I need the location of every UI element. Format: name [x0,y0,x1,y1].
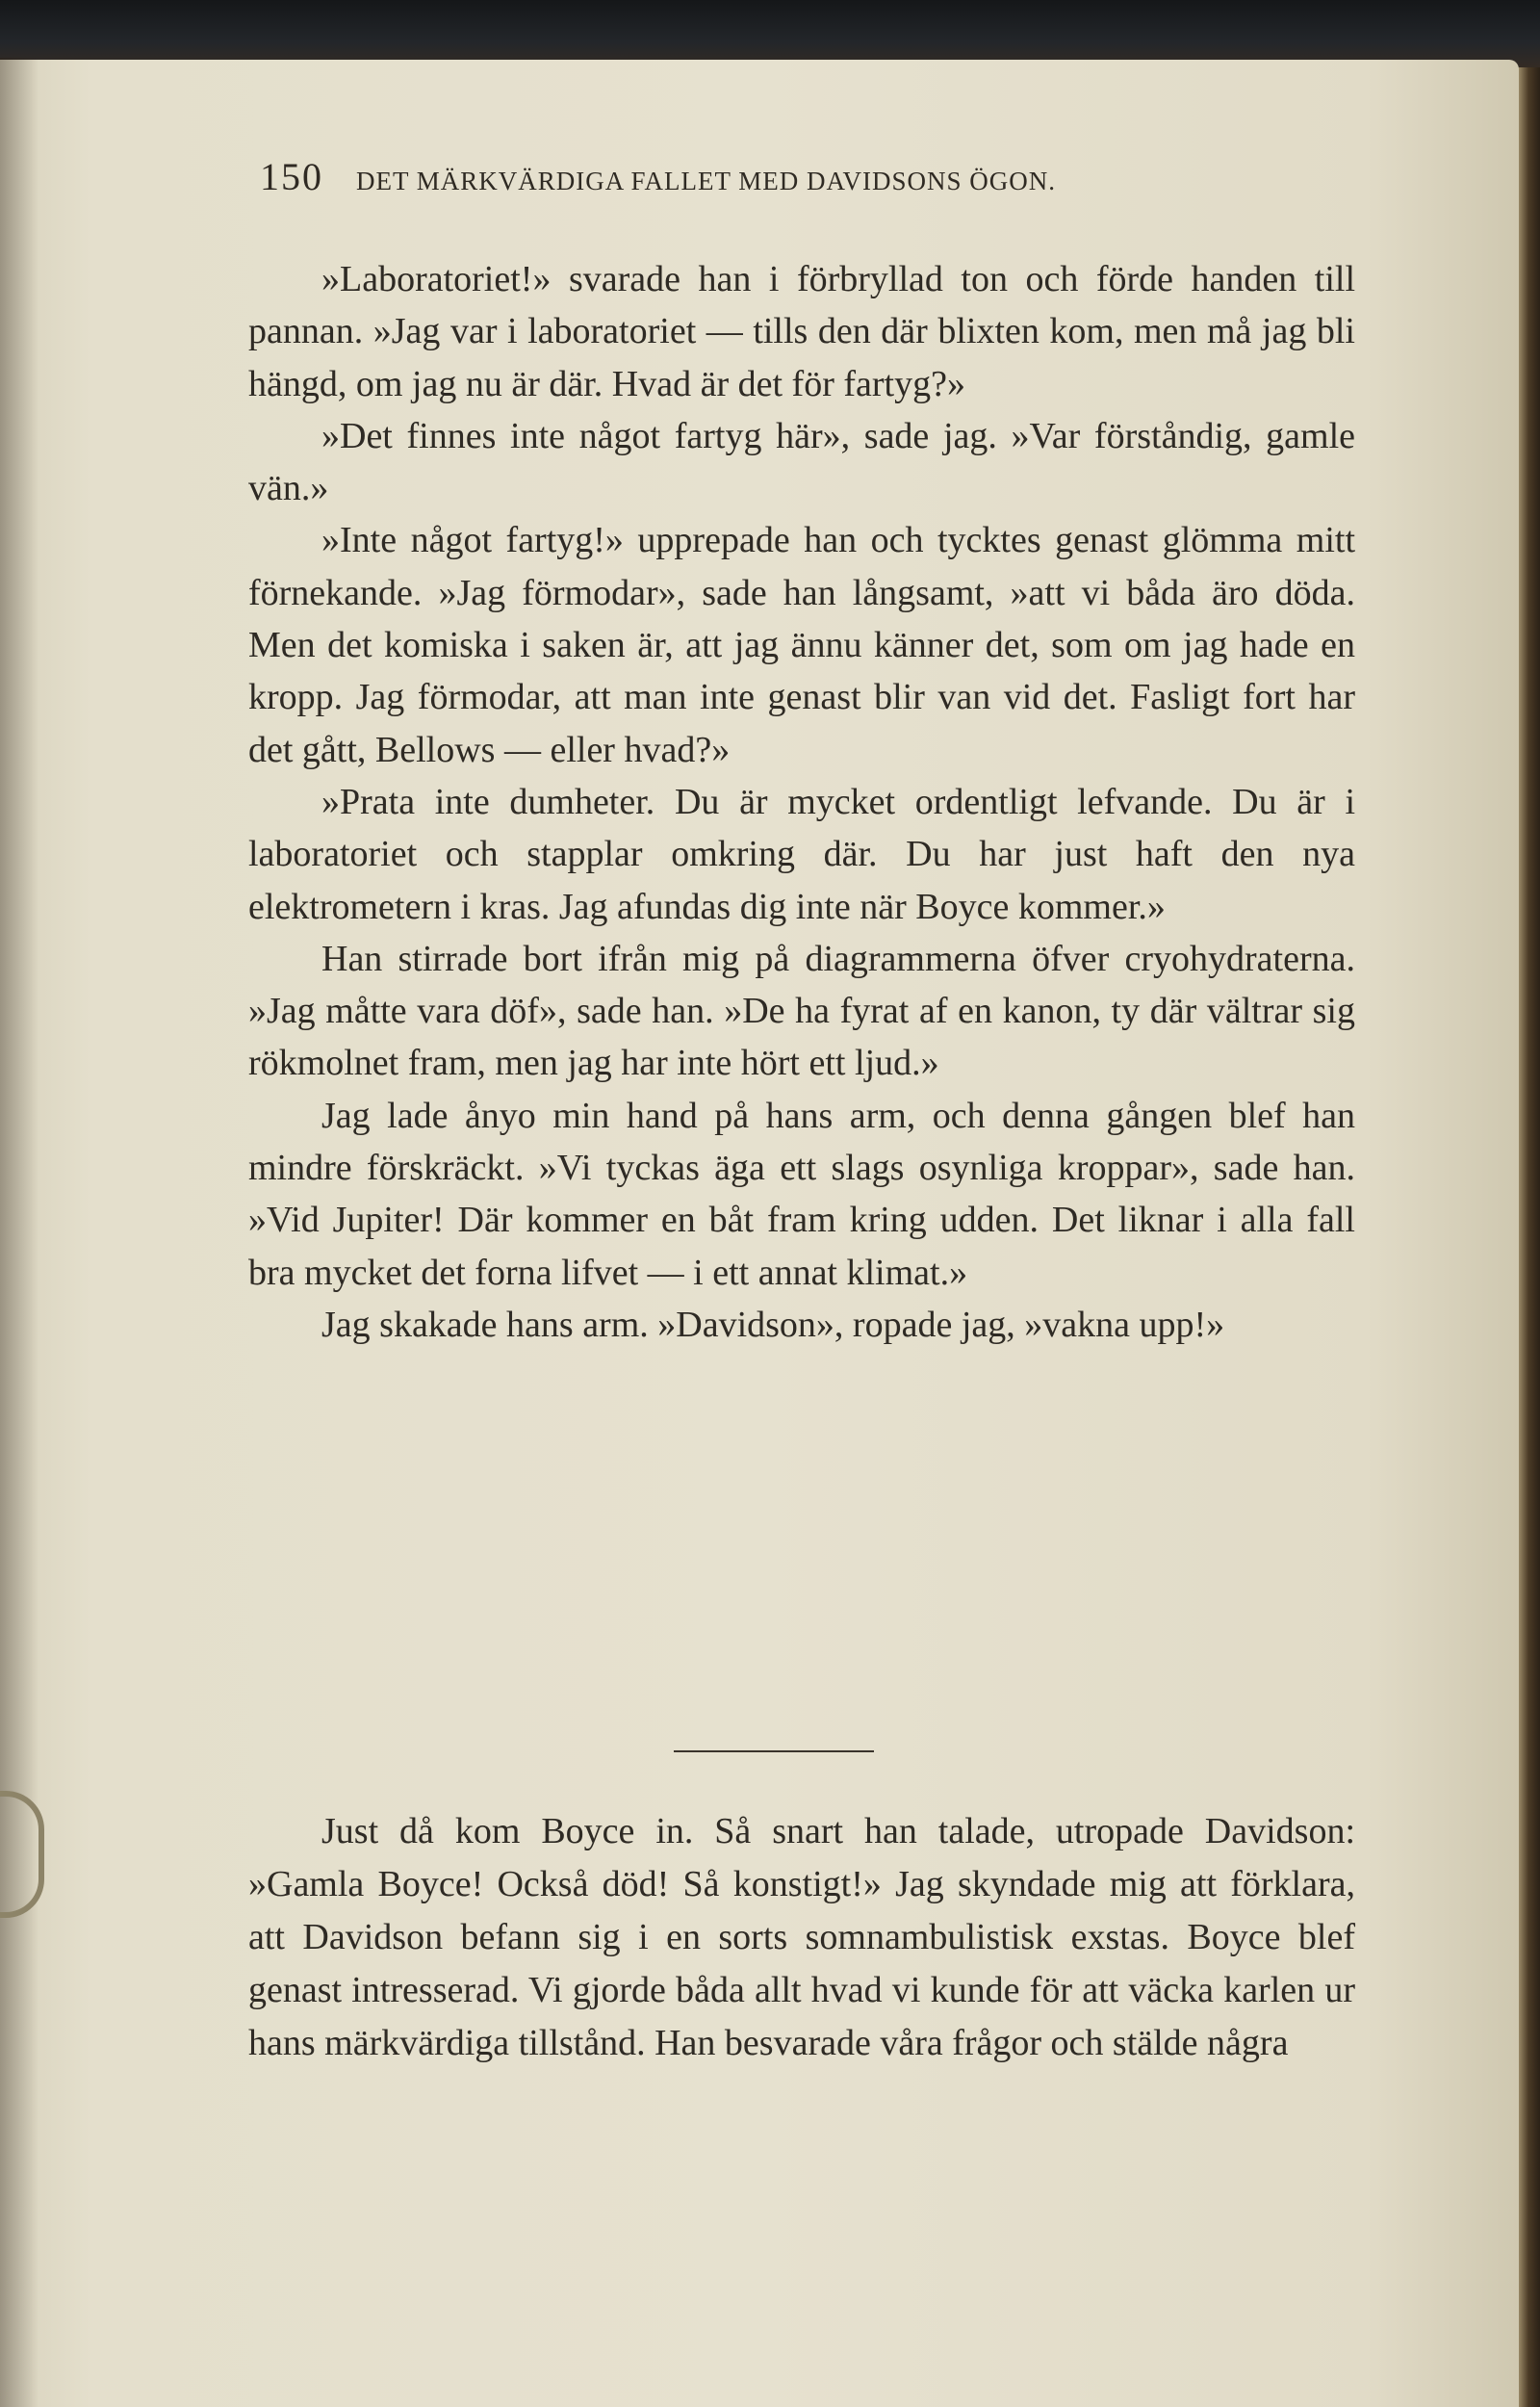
page-number: 150 [260,155,323,198]
running-title: DET MÄRKVÄRDIGA FALLET MED DAVIDSONS ÖGON. [356,167,1057,195]
paragraph: Han stirrade bort ifrån mig på diagrammerna öfver cryohydraterna. »Jag måtte vara döf», sade han. »De ha fyrat af en kanon, ty där vältrar sig rökmolnet fram, men jag har inte hört ett ljud.» [248,938,1355,1084]
body-text-continued [248,1805,1355,2070]
paragraph: Jag lade ånyo min hand på hans arm, och denna gången blef han mindre förskräckt. »Vi tyckas äga ett slags osynliga kroppar», sade han. »Vid Jupiter! Där kommer en båt fram kring udden. Det liknar i alla fall bra mycket det forna lifvet — i ett annat klimat.» [248,1095,1355,1293]
paragraph: »Det finnes inte något fartyg här», sade jag. »Var förståndig, gamle vän.» [248,415,1355,509]
page-clip [0,1791,44,1918]
body-text [248,253,1355,1351]
paragraph: Just då kom Boyce in. Så snart han talade, utropade Davidson: »Gamla Boyce! Också död! Så konstigt!» Jag skyndade mig att förklara, att Davidson befann sig i en sorts somnambulistisk exstas. Boyce blef genast intresserad. Vi gjorde båda allt hvad vi kunde för att väcka karlen ur hans märkvärdiga tillstånd. Han besvarade våra frågor och stälde några [248,1811,1355,2063]
paragraph: »Laboratoriet!» svarade han i förbryllad ton och förde handen till pannan. »Jag var i laboratoriet — tills den där blixten kom, men må jag bli hängd, om jag nu är där. Hvad är det för fartyg?» [248,259,1355,404]
paragraph: »Prata inte dumheter. Du är mycket ordentligt lefvande. Du är i laboratoriet och stapplar omkring där. Du har just haft den nya elektrometern i kras. Jag afundas dig inte när Boyce kommer.» [248,781,1355,927]
paragraph: »Inte något fartyg!» upprepade han och tycktes genast glömma mitt förnekande. »Jag förmodar», sade han långsamt, »att vi båda äro döda. Men det komiska i saken är, att jag ännu känner det, som om jag hade en kropp. Jag förmodar, att man inte genast blir van vid det. Fasligt fort har det gått, Bellows — eller hvad?» [248,520,1355,770]
paragraph: Jag skakade hans arm. »Davidson», ropade jag, »vakna upp!» [321,1304,1225,1345]
running-header [260,154,1280,212]
gutter-shadow [0,58,38,2407]
section-divider [674,1750,874,1752]
